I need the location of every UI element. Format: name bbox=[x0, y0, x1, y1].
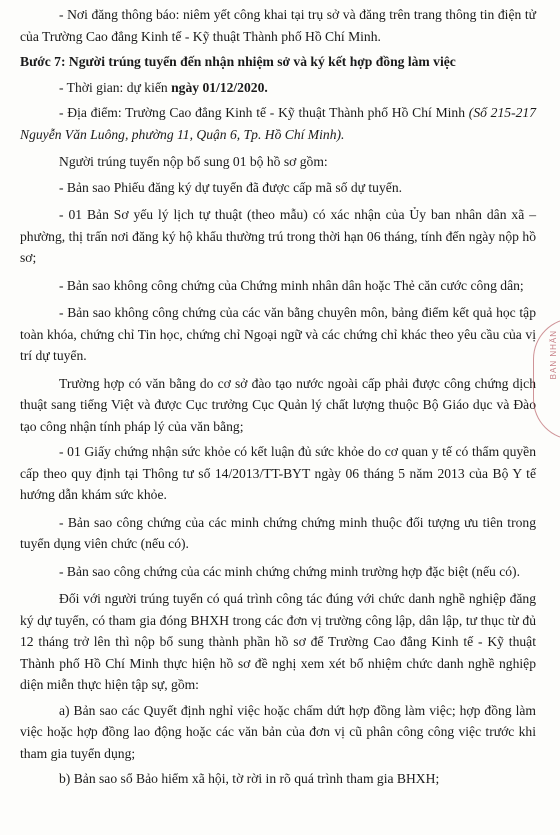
paragraph-supplement-intro: Người trúng tuyển nộp bổ sung 01 bộ hồ sơ gồm: bbox=[59, 154, 328, 169]
paragraph-priority-evidence: - Bản sao công chứng của các minh chứng chứng minh thuộc đối tượng ưu tiên trong tuyển dụng viên chức (nếu có). bbox=[20, 514, 536, 551]
place-label: - Địa điểm: Trường Cao đẳng Kinh tế - Kỹ thuật Thành phố Hồ Chí Minh bbox=[59, 105, 469, 120]
paragraph-item-a: a) Bản sao các Quyết định nghỉ việc hoặc chấm dứt hợp đồng làm việc; hợp đồng làm việc hoặc hợp đồng lao động hoặc các văn bản của đơn vị cũ phân công công việc trước khi tham gia tuyển dụng; bbox=[20, 702, 536, 761]
paragraph-time bbox=[0, 77, 560, 99]
paragraph-id-card: - Bản sao không công chứng của Chứng minh nhân dân hoặc Thẻ căn cước công dân; bbox=[59, 277, 524, 293]
seal-stamp-text: BAN NHÂN bbox=[549, 330, 558, 380]
place-address: (Số 215-217 Nguyễn Văn Luông, phường 11, Quận 6, Tp. Hồ Chí Minh). bbox=[20, 105, 536, 142]
time-label: - Thời gian: dự kiến bbox=[59, 79, 172, 95]
paragraph-item-b: b) Bản sao sổ Bảo hiểm xã hội, tờ rời in rõ quá trình tham gia BHXH; bbox=[59, 771, 440, 786]
time-value: ngày 01/12/2020. bbox=[171, 79, 268, 95]
paragraph-degrees: - Bản sao không công chứng của các văn bằng chuyên môn, bảng điểm kết quả học tập toàn khóa, chứng chỉ Tin học, chứng chỉ Ngoại ngữ và các chứng chỉ khác theo yêu cầu của vị trí dự tuyển. bbox=[20, 305, 536, 363]
paragraph-health-certificate: - 01 Giấy chứng nhận sức khỏe có kết luận đủ sức khỏe do cơ quan y tế có thẩm quyền cấp theo quy định tại Thông tư số 14/2013/TT-BYT ngày 06 tháng 5 năm 2013 của Bộ Y tế hướng dẫn khám sức khỏe. bbox=[20, 444, 536, 502]
paragraph-foreign-degree: Trường hợp có văn bằng do cơ sở đào tạo nước ngoài cấp phải được công chứng dịch thuật sang tiếng Việt và được Cục trưởng Cục Quản lý chất lượng thuộc Bộ Giáo dục và Đào tạo công nhận tính pháp lý của văn bằng; bbox=[20, 375, 536, 434]
paragraph-place bbox=[0, 102, 560, 145]
paragraph-special-case: - Bản sao công chứng của các minh chứng chứng minh trường hợp đặc biệt (nếu có). bbox=[59, 563, 520, 579]
step-7-heading: Bước 7: Người trúng tuyển đến nhận nhiệm sở và ký kết hợp đồng làm việc bbox=[20, 54, 456, 69]
paragraph-registration-copy: - Bản sao Phiếu đăng ký dự tuyển đã được cấp mã số dự tuyển. bbox=[59, 179, 403, 195]
paragraph-experienced-candidates: Đối với người trúng tuyển có quá trình công tác đúng với chức danh nghề nghiệp đăng ký dự tuyển, có tham gia đóng BHXH trong các đơn vị trường công lập, dân lập, tư thục từ đủ 12 tháng trở lên thì nộp bổ sung thành phần hồ sơ để Trường Cao đẳng Kinh tế - Kỹ thuật Thành phố Hồ Chí Minh thực hiện hồ sơ đề nghị xem xét bổ nhiệm chức danh nghề nghiệp diện miễn thực hiện tập sự, gồm: bbox=[20, 591, 536, 692]
paragraph-notice-location: - Nơi đăng thông báo: niêm yết công khai tại trụ sở và đăng trên trang thông tin điện tử của Trường Cao đẳng Kinh tế - Kỹ thuật Thành phố Hồ Chí Minh. bbox=[20, 7, 536, 44]
paragraph-cv: - 01 Bản Sơ yếu lý lịch tự thuật (theo mẫu) có xác nhận của Ủy ban nhân dân xã – phường, thị trấn nơi đăng ký hộ khẩu thường trú trong thời hạn 06 tháng, tính đến ngày nộp hồ sơ; bbox=[20, 207, 536, 265]
